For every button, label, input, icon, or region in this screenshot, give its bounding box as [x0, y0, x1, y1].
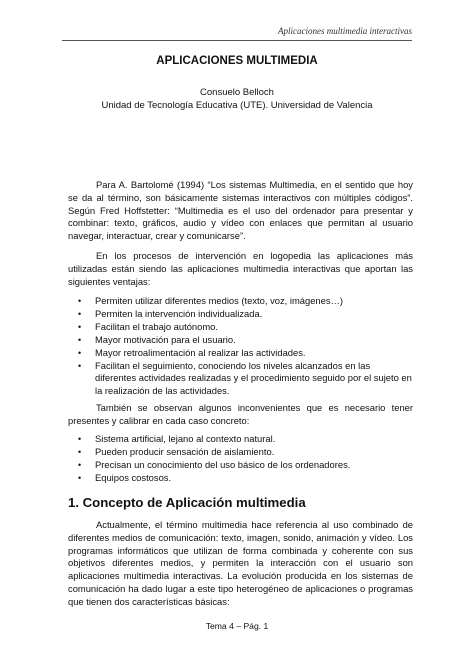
header-rule: [62, 40, 412, 41]
list-item: • Equipos costosos.: [78, 472, 413, 485]
section-heading: 1. Concepto de Aplicación multimedia: [68, 495, 306, 510]
list-item: • Sistema artificial, lejano al contexto natural.: [78, 433, 413, 446]
list-item: • Facilitan el seguimiento, conociendo los niveles alcanzados en las diferentes actividades realizadas y el procedimiento seguido por el sujeto en la realización de las actividades.: [78, 360, 413, 399]
advantages-intro-paragraph: En los procesos de intervención en logopedia las aplicaciones más utilizadas están siendo las aplicaciones multimedia interactivas que aportan las siguientes ventajas:: [68, 250, 413, 287]
concept-paragraph: Actualmente, el término multimedia hace referencia al uso combinado de diferentes medios de comunicación: texto, imagen, sonido, animación y vídeo. Los programas informáticos que utilizan de forma combinada y coherente con sus objetivos diferentes medios, y permiten la interacción con el usuario son aplicaciones multimedia interactivas. La evolución producida en los sistemas de comunicación ha dado lugar a este tipo heterogéneo de aplicaciones o programas que tienen dos características básicas:: [68, 519, 413, 607]
author-name: Consuelo Belloch: [200, 87, 274, 98]
list-item: • Permiten utilizar diferentes medios (texto, voz, imágenes…): [78, 295, 413, 308]
list-item: • Permiten la intervención individualizada.: [78, 308, 413, 321]
author-affiliation: Unidad de Tecnología Educativa (UTE). Universidad de Valencia: [101, 100, 373, 111]
list-item: • Mayor retroalimentación al realizar las actividades.: [78, 347, 413, 360]
list-item: • Precisan un conocimiento del uso básico de los ordenadores.: [78, 459, 413, 472]
disadvantages-intro-paragraph: También se observan algunos inconvenientes que es necesario tener presentes y calibrar en cada caso concreto:: [68, 402, 413, 426]
page-footer: Tema 4 – Pág. 1: [205, 621, 269, 631]
document-title: APLICACIONES MULTIMEDIA: [156, 55, 318, 67]
disadvantages-list: [78, 433, 413, 485]
list-item: • Mayor motivación para el usuario.: [78, 334, 413, 347]
definition-paragraph: Para A. Bartolomé (1994) “Los sistemas Multimedia, en el sentido que hoy se da al término, son básicamente sistemas interactivos con múltiples códigos”. Según Fred Hoffstetter: “Multimedia es el uso del ordenador para presentar y combinar: texto, gráficos, audio y vídeo con enlaces que permitan al usuario navegar, interactuar, crear y comunicarse”.: [68, 179, 413, 242]
list-item: • Facilitan el trabajo autónomo.: [78, 321, 413, 334]
list-item: • Pueden producir sensación de aislamiento.: [78, 446, 413, 459]
running-header: Aplicaciones multimedia interactivas: [278, 26, 412, 36]
advantages-list: [78, 295, 413, 398]
